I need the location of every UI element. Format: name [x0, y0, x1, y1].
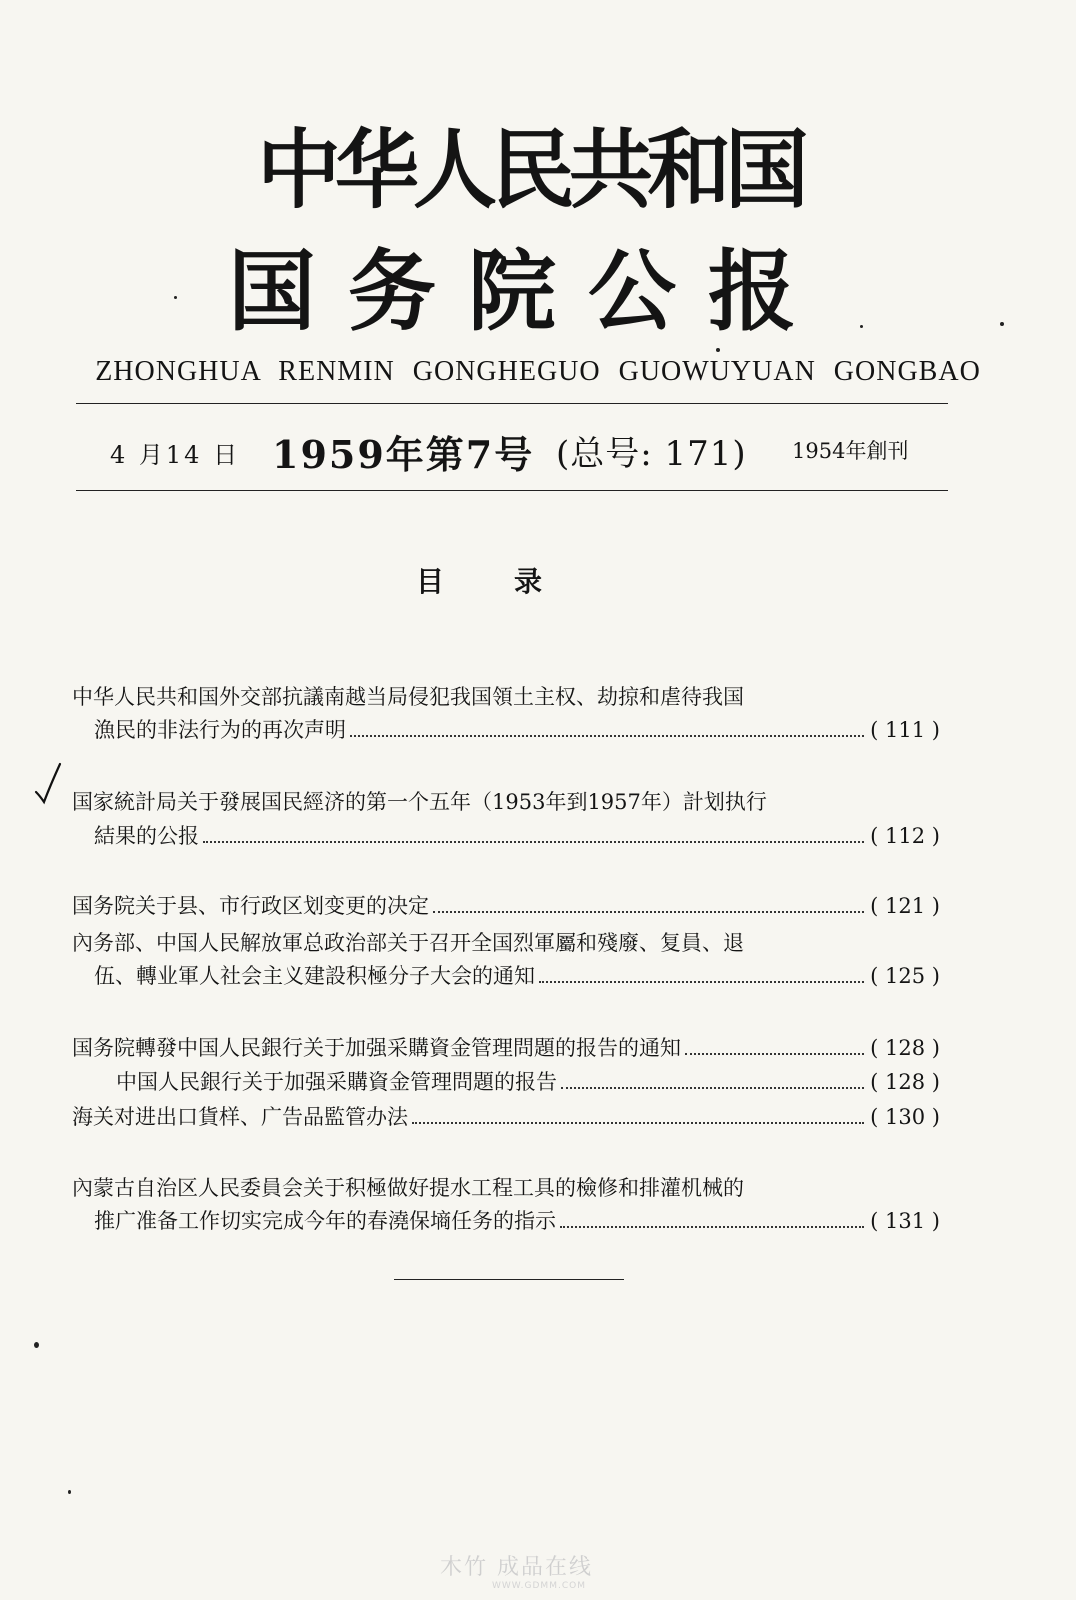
toc-page-number: ( 111 ): [870, 718, 940, 742]
toc-entry-5: [72, 1038, 940, 1059]
leader-dots: [561, 1086, 864, 1089]
toc-page-number: ( 128 ): [870, 1036, 940, 1060]
toc-entry-6: [116, 1072, 940, 1093]
toc-entry-4: [94, 966, 940, 987]
toc-entry-3: [72, 896, 940, 917]
toc-entry-title: 中国人民銀行关于加强采購資金管理問題的报告: [116, 1070, 557, 1094]
toc-entry-title: 国务院关于县、市行政区划变更的决定: [72, 894, 429, 918]
toc-entry-2-line1: 国家統計局关于發展国民經济的第一个五年（1953年到1957年）計划执行: [72, 790, 767, 814]
closing-rule: [394, 1279, 624, 1280]
ink-speck: [716, 348, 720, 352]
toc-entry-title: 結果的公报: [94, 824, 199, 848]
leader-dots: [685, 1052, 864, 1055]
ink-speck: [860, 325, 863, 328]
ink-speck: [1000, 322, 1004, 326]
toc-entry-title: 漁民的非法行为的再次声明: [94, 718, 346, 742]
toc-heading: 目录: [415, 565, 612, 598]
masthead-pinyin: ZHONGHUA RENMIN GONGHEGUO GUOWUYUAN GONGBAO: [95, 356, 981, 387]
toc-entry-8-line1: 內蒙古自治区人民委員会关于积極做好提水工程工具的檢修和排灌机械的: [72, 1176, 744, 1200]
toc-entry-1: [94, 720, 940, 741]
toc-entry-7: [72, 1107, 940, 1128]
issue-number: 1959年第7号: [272, 432, 535, 477]
toc-entry-8: [94, 1211, 940, 1232]
leader-dots: [350, 734, 864, 737]
toc-page-number: ( 130 ): [870, 1105, 940, 1129]
toc-entry-4-line1: 內务部、中国人民解放軍总政治部关于召开全国烈軍屬和殘廢、复員、退: [72, 931, 744, 955]
issue-total-number: (总号: 171): [556, 434, 747, 474]
masthead-title-line2: 国务院公报: [227, 240, 828, 343]
ink-speck: [174, 296, 177, 299]
leader-dots: [539, 980, 864, 983]
leader-dots: [560, 1225, 864, 1228]
leader-dots: [203, 840, 864, 843]
issue-rule: [76, 490, 948, 491]
toc-entry-title: 国务院轉發中国人民銀行关于加强采購資金管理問題的报告的通知: [72, 1036, 681, 1060]
masthead-title-line1: 中华人民共和国: [256, 120, 803, 220]
leader-dots: [412, 1121, 864, 1124]
founded-note: 1954年創刊: [792, 439, 909, 463]
issue-date: 4 月14 日: [110, 441, 241, 469]
watermark: 木竹 成品在线 WWW.GDMM.COM: [440, 1555, 593, 1591]
toc-entry-title: 伍、轉业軍人社会主义建設积極分子大会的通知: [94, 964, 535, 988]
toc-page-number: ( 125 ): [870, 964, 940, 988]
toc-entry-title: 推广准备工作切实完成今年的春澆保墒任务的指示: [94, 1209, 556, 1233]
ink-speck: [34, 1342, 39, 1348]
toc-page-number: ( 128 ): [870, 1070, 940, 1094]
ink-speck: [68, 1490, 71, 1494]
toc-page-number: ( 121 ): [870, 894, 940, 918]
toc-entry-2: [94, 826, 940, 847]
toc-entry-title: 海关对进出口貨样、广告品監管办法: [72, 1105, 408, 1129]
checkmark-icon: [34, 762, 68, 810]
toc-entry-1-line1: 中华人民共和国外交部抗議南越当局侵犯我国領土主权、劫掠和虐待我国: [72, 685, 744, 709]
leader-dots: [433, 910, 864, 913]
top-rule: [76, 403, 948, 404]
toc-page-number: ( 112 ): [870, 824, 940, 848]
toc-page-number: ( 131 ): [870, 1209, 940, 1233]
